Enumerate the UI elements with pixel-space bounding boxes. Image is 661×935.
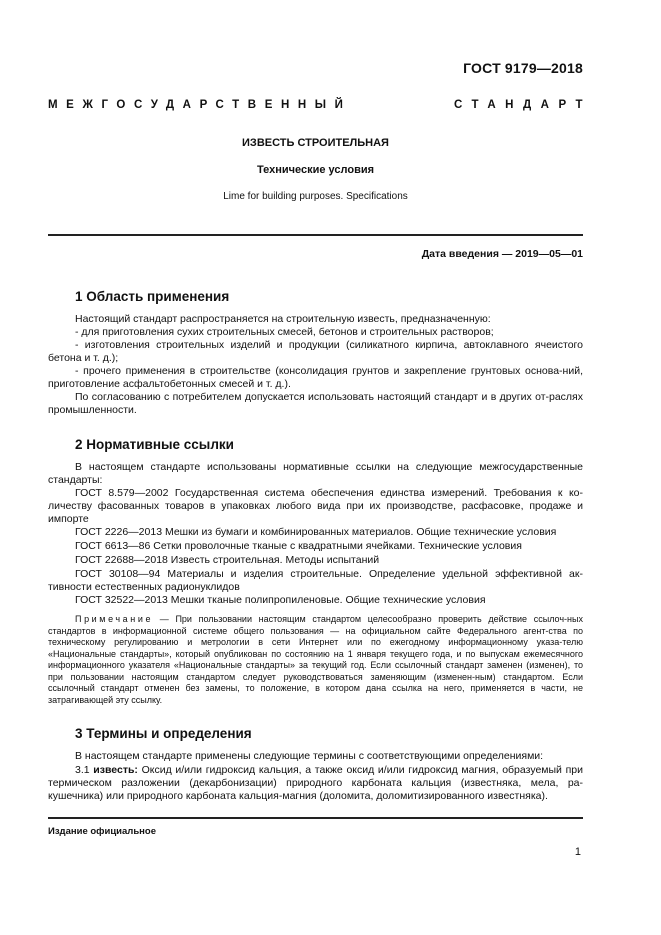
reference-item: ГОСТ 22688—2018 Известь строительная. Методы испытаний — [75, 554, 380, 566]
reference-item: ГОСТ 2226—2013 Мешки из бумаги и комбинированных материалов. Общие технические условия — [75, 526, 557, 538]
title-divider — [48, 234, 583, 236]
reference-item: ГОСТ 30108—94 Материалы и изделия строительные. Определение удельной эффективной ак-тивности естественных радионуклидов — [48, 568, 583, 593]
reference-item: ГОСТ 8.579—2002 Государственная система обеспечения единства измерений. Требования к ко-личеству фасованных товаров в упаковках любого вида при их производстве, расфасовке, продаже и импорте — [48, 487, 583, 525]
interstate-standard-banner — [48, 99, 592, 111]
section-2-heading: 2 Нормативные ссылки — [75, 437, 234, 452]
english-title: Lime for building purposes. Specifications — [223, 191, 408, 202]
interstate-word: МЕЖГОСУДАРСТВЕННЫЙ — [48, 99, 352, 111]
document-subtitle: Технические условия — [256, 164, 375, 176]
term-name: известь: — [93, 764, 138, 776]
term-definition — [48, 764, 583, 803]
section-1-heading: 1 Область применения — [75, 289, 230, 304]
note-label: Примечание — [75, 614, 154, 624]
section-1-list-item: - прочего применения в строительстве (консолидация грунтов и закрепление грунтовых основа-ний, приготовление асфальтобетонных смесей и т. д.). — [48, 365, 583, 390]
term-text: Оксид и/или гидроксид кальция, а также оксид и/или гидроксид магния, образуемый при термическом разложении (декарбонизации) природного карбоната кальция (известняка, мела, ра-кушечника) или природного карбоната кальция-магния (доломита, доломитизированного известняка). — [48, 764, 583, 802]
note-text: — При пользовании настоящим стандартом целесообразно проверить действие ссылоч-ных стандартов в информационной системе общего пользования — на официальном сайте Федерального агент-ства по техническому регулированию и метрологии в сети Интернет или по ежегодному информационному указа-телю «Национальные стандарты», который опубликован по состоянию на 1 января текущего года, и по выпускам ежемесячного информационного указателя «Национальные стандарты» за текущий год. Если ссылочный стандарт заменен (изменен), то при пользовании настоящим стандартом следует руководствоваться заменяющим (изменен-ным) стандартом. Если ссылочный стандарт отменен без замены, то положение, в котором дана ссылка на него, применяется в части, не затрагивающей эту ссылку. — [48, 614, 583, 705]
introduction-date: Дата введения — 2019—05—01 — [421, 248, 583, 260]
term-number: 3.1 — [75, 764, 94, 776]
section-1-paragraph: По согласованию с потребителем допускается использовать настоящий стандарт и в других от-раслях промышленности. — [48, 391, 583, 416]
section-2-paragraph: В настоящем стандарте использованы нормативные ссылки на следующие межгосударственные стандарты: — [48, 461, 583, 486]
document-title: ИЗВЕСТЬ СТРОИТЕЛЬНАЯ — [242, 137, 389, 149]
page-number: 1 — [574, 846, 581, 858]
reference-item: ГОСТ 6613—86 Сетки проволочные тканые с квадратными ячейками. Технические условия — [75, 540, 522, 552]
official-edition-label: Издание официальное — [48, 826, 156, 837]
document-code: ГОСТ 9179—2018 — [463, 60, 583, 76]
section-1-list-item: - изготовления строительных изделий и продукции (силикатного кирпича, автоклавного ячеистого бетона и т. д.); — [48, 339, 583, 364]
section-1-list-item: - для приготовления сухих строительных смесей, бетонов и строительных растворов; — [75, 326, 494, 338]
standard-word: СТАНДАРТ — [454, 99, 592, 111]
normative-references-note — [48, 614, 583, 706]
section-3-paragraph: В настоящем стандарте применены следующие термины с соответствующими определениями: — [75, 750, 544, 762]
section-3-heading: 3 Термины и определения — [75, 726, 252, 741]
section-1-paragraph: Настоящий стандарт распространяется на строительную известь, предназначенную: — [75, 313, 491, 325]
reference-item: ГОСТ 32522—2013 Мешки тканые полипропиленовые. Общие технические условия — [75, 594, 486, 606]
footer-divider — [48, 817, 583, 819]
